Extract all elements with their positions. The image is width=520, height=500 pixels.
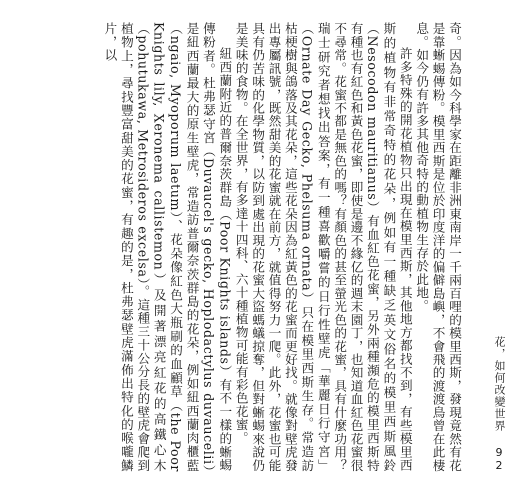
paragraph-2: 許多特殊的開花植物只出現在模里西斯，其他地方都找不到，有些模里西斯的植物有非常奇特的花朵，例如有一種缺乏英文俗名的模里西斯風鈴（Nesocodon mauritianus）有血紅色花蜜，另外兩種瀕危的模里西斯特有種也有紅色和黃色花蜜，即使是邊不緣亿的週末園丁，也知道血紅色花蜜很不尋常。花蜜不都是無色的嗎？有顏色的甚至螢光色的花蜜，具有什麼功用？瑞士研究者想找出答案，有一種喜歡嚼嘗的日行性壁虎「華麗日行守宮」（Ornate Day Gecko, Phelsuma ornata）只在模里西斯生存。常造訪枯梗樹與鴿落及其花朵，這些花朵因為紅黃色的花蜜而更好找。就像對壁虎發出專屬訊號，既然甜美的花蜜就在前方，就值得努力一爬。此外，花蜜也可能具有仍苦味的化學物質，以防到處出現的花蜜大盜螞蟻掠奪，但對蜥蜴來說仍是美味的食物。在全世界，有多達十四科、六十種植物可能有彩色花蜜。 <box>233 22 413 472</box>
book-title: 花，如何改變世界 <box>493 336 506 432</box>
page-number: 92 <box>492 446 506 472</box>
running-head <box>490 22 508 472</box>
body-text <box>42 22 462 472</box>
paragraph-3: 紐西蘭附近的普爾奈茨群島（Poor Knights islands）有不一樣的蜥蜴傳粉者。杜弗瑟守宮（Duvaucel's gecko, Hoplodactylus duvaucelii）是紐西蘭最大的原生壁虎，常造訪普爾奈茨群島的花朵，例如紐西蘭肉櫃藍（ngaio, Myoporum laetum）、花朵像紅色大瓶刷的血顧草（the Poor Knights lily, Xeronema callistemon）及開著漂亮紅花的高鐵心木（pohutukawa, Metrosideros excelsa）。這種三十公分長的壁虎會爬到植物上，尋找豐富甜美的花蜜，有趣的是，杜弗瑟壁虎滿佈出特化的喉嚨鱗片，以 <box>102 22 233 472</box>
paragraph-1: 奇。因為如今科學家在距離非洲東南岸一千兩百哩的模里西斯，發現竟然有花是靠蜥蜴傳粉。模里西斯是位於印度洋的偏僻島嶼，不會飛的渡渡鳥曾在此棲息。如今仍有許多其他奇特的動植物生存於此地。 <box>414 22 462 472</box>
